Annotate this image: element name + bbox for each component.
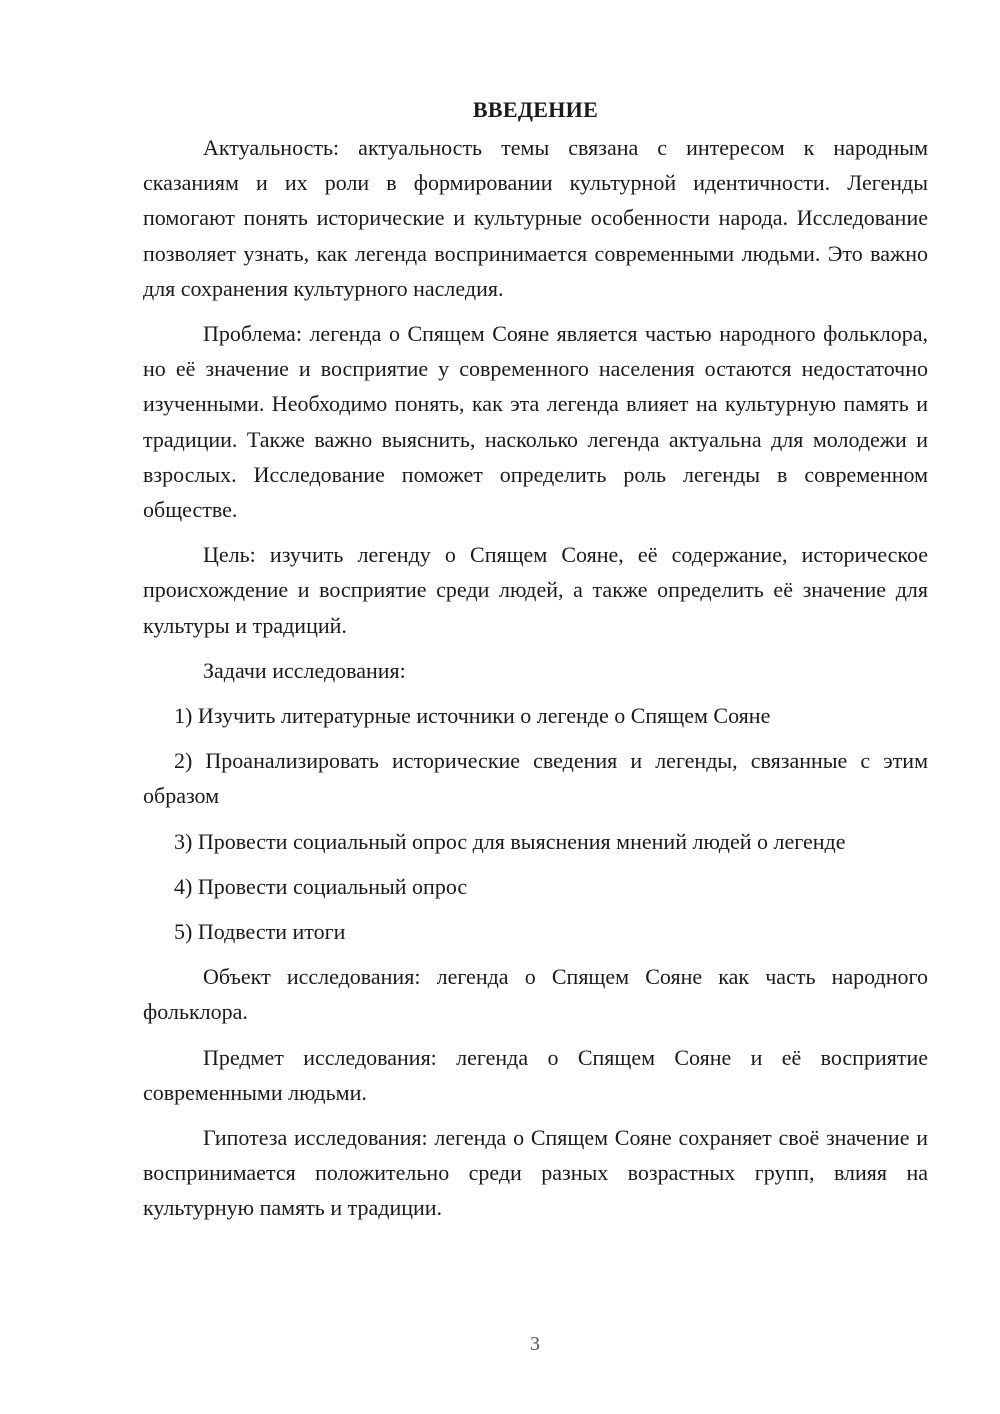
task-item-5: 5) Подвести итоги [174, 919, 346, 945]
page-title: ВВЕДЕНИЕ [472, 97, 599, 122]
goal-paragraph: Цель: изучить легенду о Спящем Сояне, её содержание, историческое происхождение и восприятие среди людей, а также определить её значение для культуры и традиций. [143, 542, 928, 638]
task-item-2: 2) Проанализировать исторические сведения и легенды, связанные с этим образом [143, 748, 928, 809]
hypothesis-paragraph: Гипотеза исследования: легенда о Спящем Сояне сохраняет своё значение и воспринимается положительно среди разных возрастных групп, влияя на культурную память и традиции. [143, 1125, 928, 1221]
tasks-heading: Задачи исследования: [203, 657, 406, 683]
task-item-3: 3) Провести социальный опрос для выяснения мнений людей о легенде [174, 828, 846, 854]
object-paragraph: Объект исследования: легенда о Спящем Сояне как часть народного фольклора. [143, 964, 928, 1025]
task-item-4: 4) Провести социальный опрос [174, 873, 468, 899]
subject-paragraph: Предмет исследования: легенда о Спящем Сояне и её восприятие современными людьми. [143, 1044, 928, 1105]
relevance-paragraph: Актуальность: актуальность темы связана с интересом к народным сказаниям и их роли в формировании культурной идентичности. Легенды помогают понять исторические и культурные особенности народа. Исследование позволяет узнать, как легенда воспринимается современными людьми. Это важно для сохранения культурного наследия. [143, 135, 928, 301]
problem-paragraph: Проблема: легенда о Спящем Сояне является частью народного фольклора, но её значение и восприятие у современного населения остаются недостаточно изученными. Необходимо понять, как эта легенда влияет на культурную память и традиции. Также важно выяснить, насколько легенда актуальна для молодежи и взрослых. Исследование поможет определить роль легенды в современном обществе. [143, 321, 928, 523]
document-page [143, 92, 928, 1236]
task-item-1: 1) Изучить литературные источники о легенде о Спящем Сояне [174, 703, 771, 729]
page-number: 3 [530, 1333, 540, 1355]
